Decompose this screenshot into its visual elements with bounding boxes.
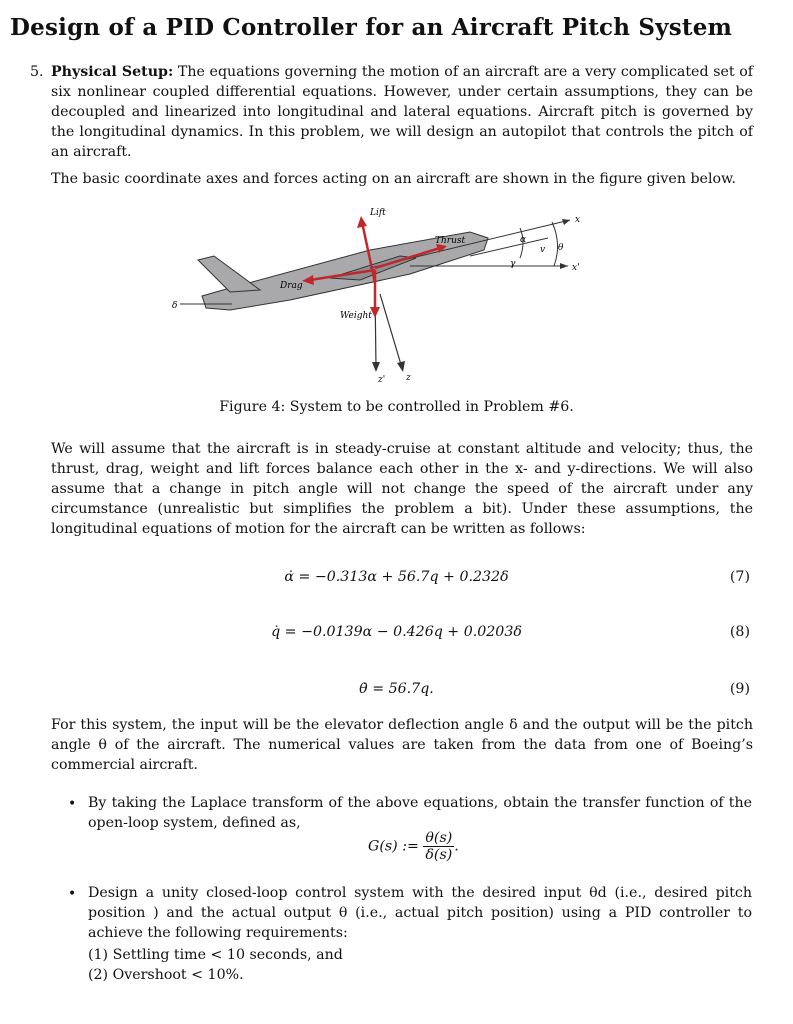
bullet-design: Design a unity closed-loop control system with the desired input θd (i.e., desired pitch position ) and the actual output θ (i.e., actual pitch position) using a PID controller to achieve the following requirements: [88,885,752,941]
v-label: v [540,245,546,255]
intro-paragraph [51,62,753,162]
gamma-label: γ [510,259,516,269]
drag-label: Drag [280,281,303,291]
equation-8-number: (8) [729,624,750,640]
page-title: Design of a PID Controller for an Aircraft Pitch System [10,14,733,41]
theta-label: θ [558,243,564,253]
bullet-marker: • [68,796,77,812]
bullet-laplace: By taking the Laplace transform of the above equations, obtain the transfer function of the open-loop system, defined as, [88,795,752,831]
z-label: z [406,373,411,383]
assumptions-paragraph: We will assume that the aircraft is in steady-cruise at constant altitude and velocity; thus, the thrust, drag, weight and lift forces balance each other in the x- and y-directions. We will also assume that a change in pitch angle will not change the speed of the aircraft under any circumstance (unrealistic but simplifies the problem a bit). Under these assumptions, the longitudinal equations of motion for the aircraft can be written as follows: [51,441,753,537]
delta-label: δ [172,301,178,311]
figure-caption: Figure 4: System to be controlled in Problem #6. [219,399,574,415]
intro-text: The equations governing the motion of an aircraft are a very complicated set of six nonlinear coupled differential equations. However, under certain assumptions, they can be decoupled and linearized into longitudinal and lateral equations. Aircraft pitch is governed by the longitudinal dynamics. In this problem, we will design an autopilot that controls the pitch of an aircraft. [51,64,754,160]
axes-paragraph: The basic coordinate axes and forces acting on an aircraft are shown in the figure given below. [51,171,736,187]
tf-numerator: θ(s) [425,830,453,846]
requirement-overshoot: (2) Overshoot < 10%. [88,967,244,983]
z-prime-label: z' [378,375,386,385]
bullet-marker: • [68,886,77,902]
equation-9-text: θ̇ = 56.7q. [359,681,434,697]
thrust-label: Thrust [435,236,466,246]
requirement-settling: (1) Settling time < 10 seconds, and [88,947,343,963]
z-axis [380,294,402,368]
problem-number: 5. [30,64,44,80]
tf-tail: . [454,838,459,855]
x-prime-label: x' [572,263,580,273]
tail-fin [198,256,260,292]
transfer-function [368,830,459,863]
tf-fraction [423,830,454,863]
equation-9-number: (9) [729,681,750,697]
equation-7-number: (7) [729,569,750,585]
equation-7-text: α̇ = −0.313α + 56.7q + 0.232δ [284,569,509,585]
lift-label: Lift [370,208,386,218]
tf-denominator: δ(s) [425,847,453,863]
x-label: x [575,215,581,225]
equation-8-text: q̇ = −0.0139α − 0.426q + 0.0203δ [271,624,522,640]
system-paragraph: For this system, the input will be the elevator deflection angle δ and the output will be the pitch angle θ of the aircraft. The numerical values are taken from the data from one of Boeing’s commercial aircraft. [51,717,753,773]
alpha-label: α [520,235,527,245]
tf-lhs: G(s) := [368,838,419,855]
aircraft-figure [170,208,620,388]
weight-label: Weight [340,311,372,321]
problem-heading: Physical Setup: [51,64,174,80]
